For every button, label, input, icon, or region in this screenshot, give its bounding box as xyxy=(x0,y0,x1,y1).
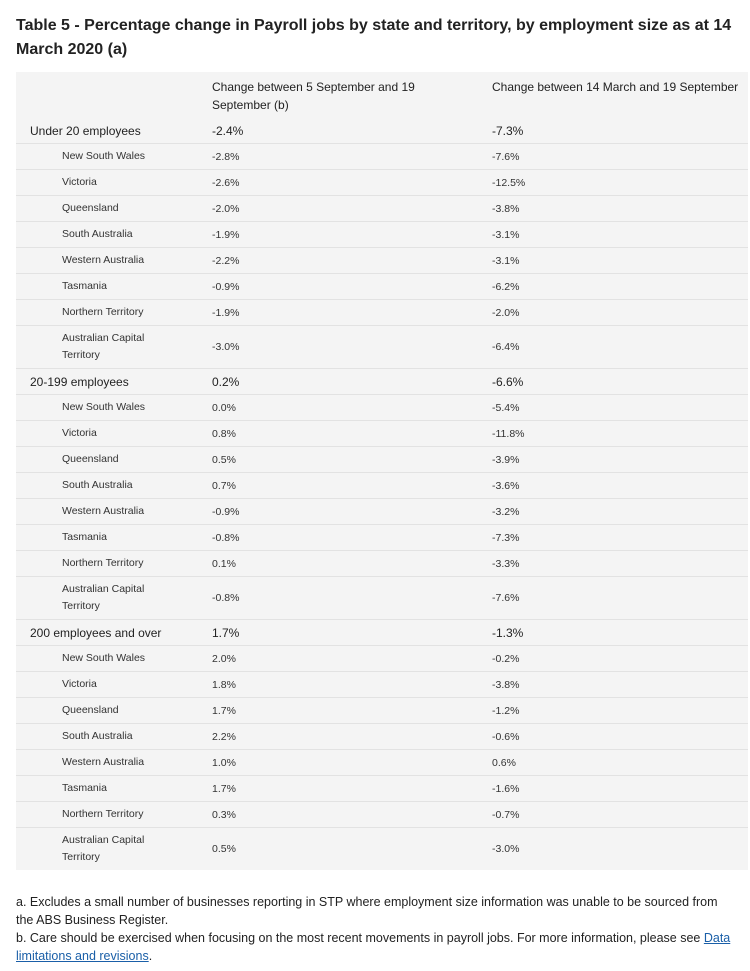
state-row xyxy=(16,550,748,576)
state-label: Tasmania xyxy=(62,280,107,292)
state-mar-value: -12.5% xyxy=(492,176,526,189)
state-mar-value: -6.4% xyxy=(492,341,520,353)
state-sep-value: -2.6% xyxy=(212,176,240,189)
state-label: Queensland xyxy=(62,202,119,214)
state-sep-value: 1.7% xyxy=(212,704,236,717)
header-col-march: Change between 14 March and 19 September xyxy=(492,80,739,94)
state-mar-value: 0.6% xyxy=(492,756,516,769)
state-label: Western Australia xyxy=(62,254,145,266)
state-row xyxy=(16,749,748,775)
state-mar-value: -3.3% xyxy=(492,557,520,570)
state-label: New South Wales xyxy=(62,401,146,413)
state-sep-value: -1.9% xyxy=(212,306,240,319)
group-row xyxy=(16,368,748,394)
data-limitations-link[interactable]: Data limitations and revisions xyxy=(16,931,731,963)
group-mar-value: -6.6% xyxy=(492,374,524,389)
group-label: Under 20 employees xyxy=(30,123,141,138)
state-label: Queensland xyxy=(62,704,119,716)
state-label: Australian Capital Territory xyxy=(62,834,145,863)
table-body xyxy=(16,118,748,870)
group-sep-value: 0.2% xyxy=(212,374,240,389)
state-mar-value: -1.6% xyxy=(492,782,520,795)
state-label: New South Wales xyxy=(62,652,146,664)
state-sep-value: -0.8% xyxy=(212,531,240,544)
state-row xyxy=(16,671,748,697)
state-label: Queensland xyxy=(62,453,119,465)
state-row xyxy=(16,827,748,870)
state-sep-value: 0.0% xyxy=(212,401,236,414)
state-row xyxy=(16,394,748,420)
state-mar-value: -3.6% xyxy=(492,479,520,492)
footnote-b-text: b. Care should be exercised when focusing on the most recent movements in payroll jobs. For more information, please see xyxy=(16,931,704,945)
state-mar-value: -1.2% xyxy=(492,704,520,717)
group-label: 20-199 employees xyxy=(30,374,129,389)
group-row xyxy=(16,619,748,645)
state-label: Victoria xyxy=(62,427,97,439)
state-sep-value: 0.7% xyxy=(212,479,236,492)
state-label: South Australia xyxy=(62,730,133,742)
state-sep-value: 2.0% xyxy=(212,652,236,665)
state-label: New South Wales xyxy=(62,150,146,162)
state-row xyxy=(16,576,748,619)
state-sep-value: 1.0% xyxy=(212,756,236,769)
group-mar-value: -1.3% xyxy=(492,625,524,640)
group-sep-value: 1.7% xyxy=(212,625,240,640)
state-sep-value: -2.0% xyxy=(212,202,240,215)
state-sep-value: -0.8% xyxy=(212,592,240,604)
state-row xyxy=(16,169,748,195)
state-label: Victoria xyxy=(62,678,97,690)
state-mar-value: -6.2% xyxy=(492,280,520,293)
state-mar-value: -3.1% xyxy=(492,254,520,267)
footnotes xyxy=(16,893,732,965)
state-mar-value: -3.2% xyxy=(492,505,520,518)
table-title: Table 5 - Percentage change in Payroll jobs by state and territory, by employment size as at 14 March 2020 (a) xyxy=(16,17,732,58)
state-sep-value: 0.5% xyxy=(212,843,236,855)
state-mar-value: -0.6% xyxy=(492,730,520,743)
header-col-label xyxy=(16,72,196,118)
state-sep-value: 0.1% xyxy=(212,557,236,570)
state-row xyxy=(16,645,748,671)
state-sep-value: 1.7% xyxy=(212,782,236,795)
state-mar-value: -0.7% xyxy=(492,808,520,821)
state-label: Australian Capital Territory xyxy=(62,332,145,361)
footnote-a: a. Excludes a small number of businesses reporting in STP where employment size information was unable to be sourced from the ABS Business Register. xyxy=(16,895,718,927)
state-sep-value: -0.9% xyxy=(212,280,240,293)
state-row xyxy=(16,325,748,368)
group-label: 200 employees and over xyxy=(30,625,162,640)
state-label: Western Australia xyxy=(62,756,145,768)
state-mar-value: -7.3% xyxy=(492,531,520,544)
header-col-september: Change between 5 September and 19 September (b) xyxy=(212,80,415,112)
footnote-b-suffix: . xyxy=(148,949,153,963)
group-sep-value: -2.4% xyxy=(212,123,244,138)
payroll-table xyxy=(16,72,748,870)
state-row xyxy=(16,195,748,221)
state-mar-value: -7.6% xyxy=(492,150,520,163)
state-row xyxy=(16,498,748,524)
state-sep-value: -3.0% xyxy=(212,341,240,353)
state-mar-value: -0.2% xyxy=(492,652,520,665)
state-row xyxy=(16,420,748,446)
state-sep-value: 2.2% xyxy=(212,730,236,743)
state-sep-value: -0.9% xyxy=(212,505,240,518)
state-mar-value: -5.4% xyxy=(492,401,520,414)
state-row xyxy=(16,723,748,749)
state-row xyxy=(16,472,748,498)
state-sep-value: 1.8% xyxy=(212,678,236,691)
state-label: Northern Territory xyxy=(62,306,144,318)
state-row xyxy=(16,143,748,169)
state-mar-value: -7.6% xyxy=(492,592,520,604)
state-label: Northern Territory xyxy=(62,557,144,569)
state-label: Tasmania xyxy=(62,531,107,543)
state-mar-value: -3.8% xyxy=(492,202,520,215)
state-label: Northern Territory xyxy=(62,808,144,820)
state-row xyxy=(16,524,748,550)
state-row xyxy=(16,299,748,325)
state-label: South Australia xyxy=(62,228,133,240)
state-sep-value: -2.8% xyxy=(212,150,240,163)
state-sep-value: -1.9% xyxy=(212,228,240,241)
state-row xyxy=(16,247,748,273)
state-row xyxy=(16,697,748,723)
state-sep-value: 0.8% xyxy=(212,427,236,440)
state-row xyxy=(16,801,748,827)
state-label: Western Australia xyxy=(62,505,145,517)
footnote-b xyxy=(16,929,732,965)
state-sep-value: 0.3% xyxy=(212,808,236,821)
state-label: Tasmania xyxy=(62,782,107,794)
state-row xyxy=(16,775,748,801)
state-row xyxy=(16,446,748,472)
group-row xyxy=(16,118,748,143)
state-mar-value: -3.9% xyxy=(492,453,520,466)
state-mar-value: -3.1% xyxy=(492,228,520,241)
state-label: South Australia xyxy=(62,479,133,491)
state-row xyxy=(16,221,748,247)
state-sep-value: 0.5% xyxy=(212,453,236,466)
state-row xyxy=(16,273,748,299)
state-mar-value: -11.8% xyxy=(492,427,525,440)
state-mar-value: -3.8% xyxy=(492,678,520,691)
state-label: Victoria xyxy=(62,176,97,188)
table-header-row xyxy=(16,72,748,118)
state-sep-value: -2.2% xyxy=(212,254,240,267)
group-mar-value: -7.3% xyxy=(492,123,524,138)
state-mar-value: -2.0% xyxy=(492,306,520,319)
state-label: Australian Capital Territory xyxy=(62,583,145,612)
state-mar-value: -3.0% xyxy=(492,843,520,855)
